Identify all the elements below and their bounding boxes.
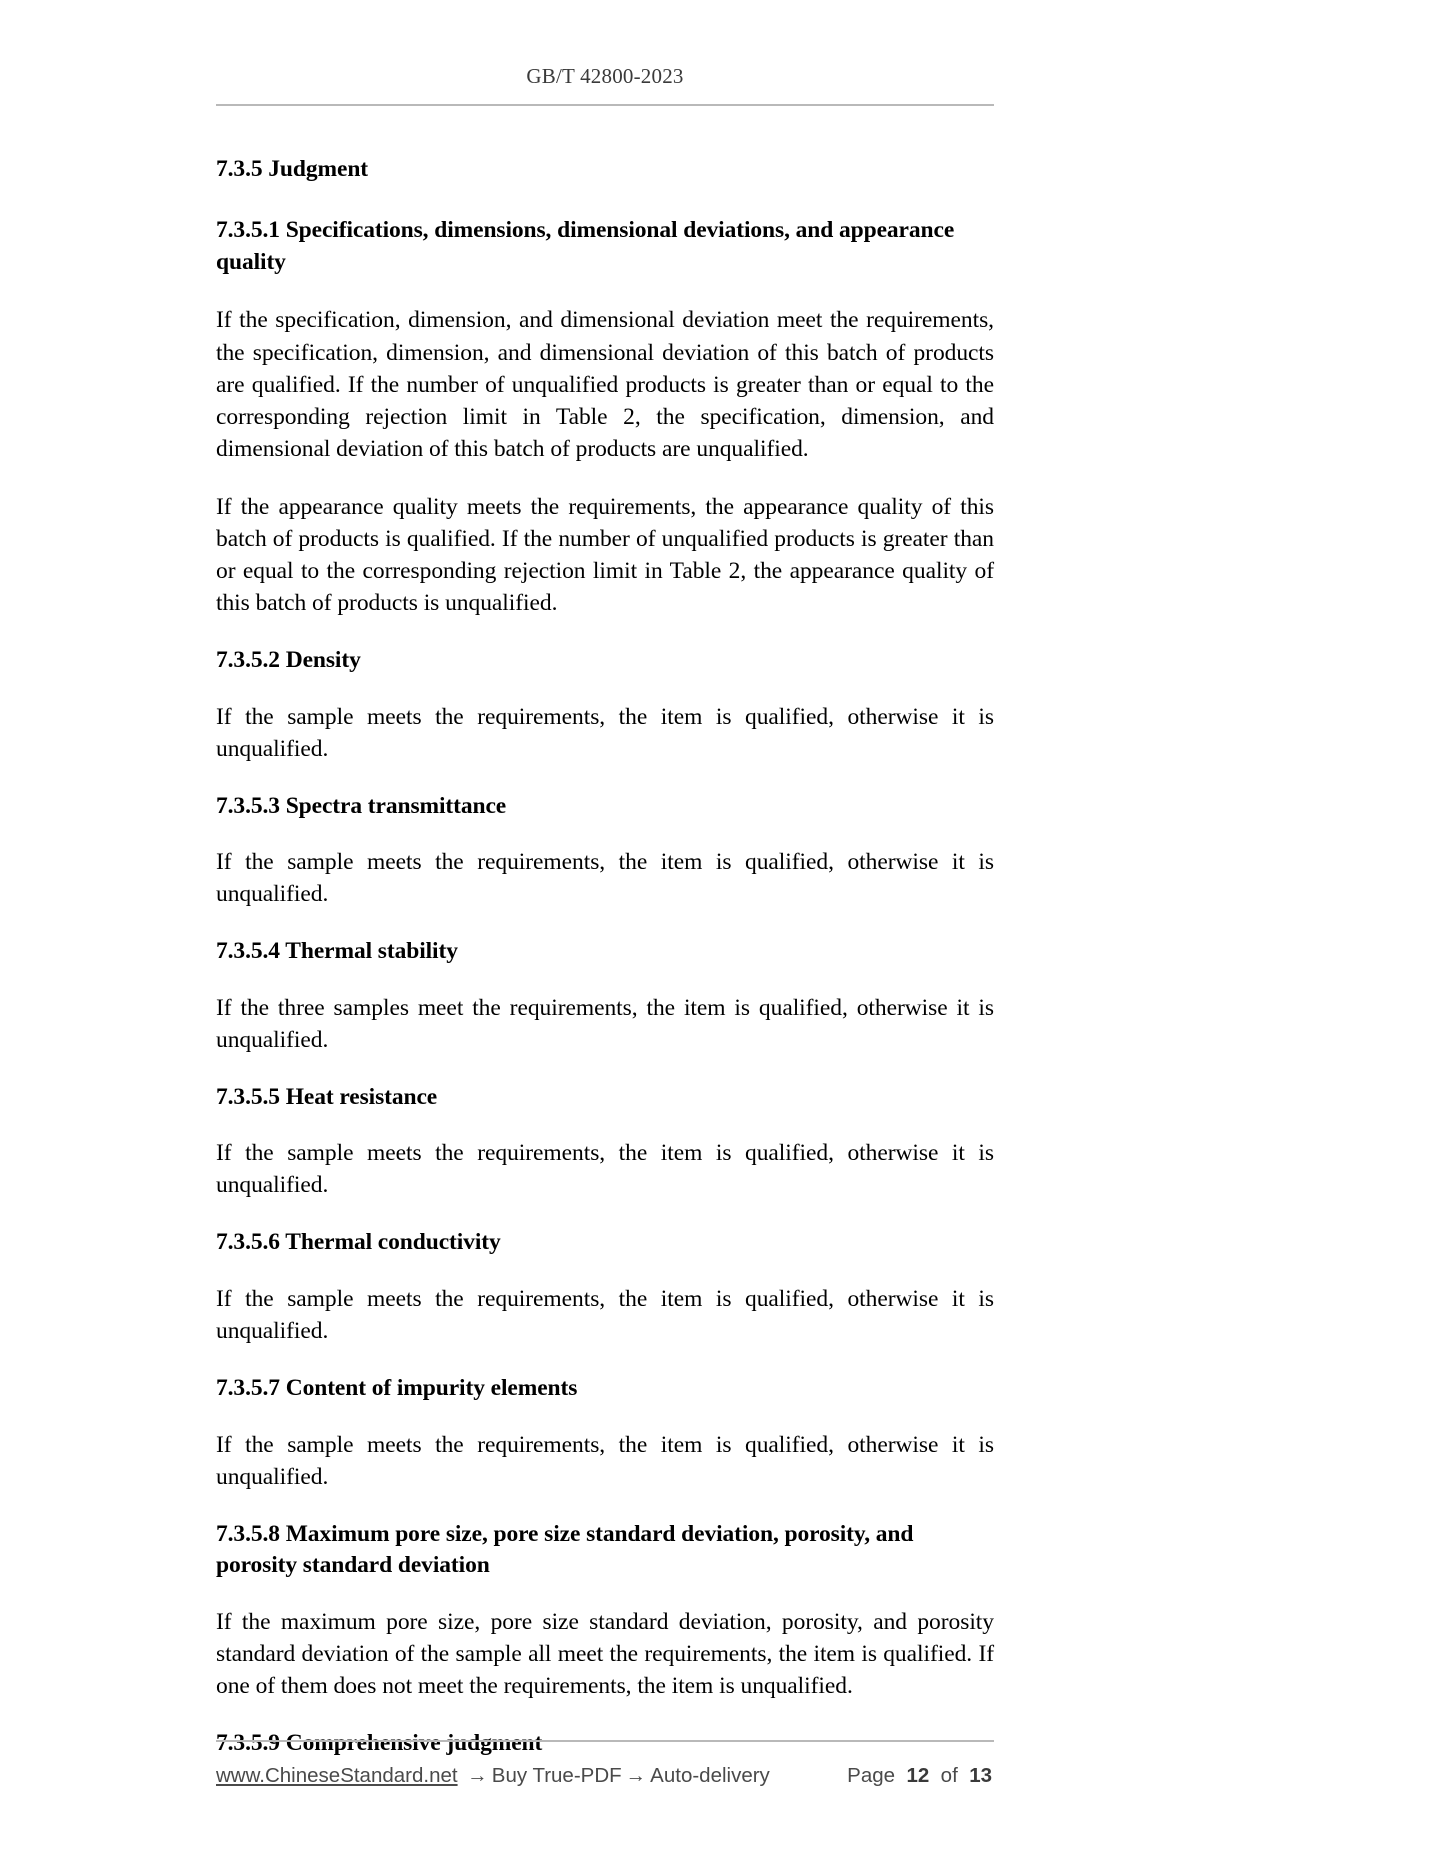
paragraph-7-3-5-1-b: If the appearance quality meets the requirements, the appearance quality of this batch of products is qualified. If the number of unqualified products is greater than or equal to the corresponding rejection limit in Table 2, the appearance quality of this batch of products is unqualified.	[216, 493, 994, 616]
paragraph-7-3-5-6: If the sample meets the requirements, the item is qualified, otherwise it is unqualified.	[216, 1285, 994, 1344]
footer-promo	[216, 1764, 770, 1788]
footer-divider	[216, 1740, 994, 1742]
arrow-right-icon-1: →	[467, 1764, 488, 1787]
heading-7-3-5-8: 7.3.5.8 Maximum pore size, pore size standard deviation, porosity, and porosity standard deviation	[216, 1520, 914, 1579]
page-number: 12	[906, 1764, 930, 1787]
heading-7-3-5-4: 7.3.5.4 Thermal stability	[216, 938, 458, 965]
heading-7-3-5-7: 7.3.5.7 Content of impurity elements	[216, 1375, 578, 1402]
paragraph-7-3-5-1-a: If the specification, dimension, and dimensional deviation meet the requirements, the specification, dimension, and dimensional deviation of this batch of products are qualified. If the number of unqualified products is greater than or equal to the corresponding rejection limit in Table 2, the specification, dimension, and dimensional deviation of this batch of products are unqualified.	[216, 307, 994, 462]
arrow-right-icon-2: →	[625, 1764, 647, 1787]
page-label: Page	[847, 1764, 896, 1787]
paragraph-7-3-5-2: If the sample meets the requirements, the item is qualified, otherwise it is unqualified.	[216, 703, 994, 762]
paragraph-7-3-5-7: If the sample meets the requirements, the item is qualified, otherwise it is unqualified.	[216, 1431, 994, 1490]
paragraph-7-3-5-5: If the sample meets the requirements, the item is qualified, otherwise it is unqualified.	[216, 1140, 994, 1199]
paragraph-7-3-5-3: If the sample meets the requirements, the item is qualified, otherwise it is unqualified.	[216, 849, 994, 908]
page-footer	[216, 1740, 994, 1788]
heading-7-3-5-2: 7.3.5.2 Density	[216, 647, 361, 674]
heading-7-3-5-5: 7.3.5.5 Heat resistance	[216, 1083, 438, 1110]
total-pages: 13	[969, 1764, 992, 1787]
of-label: of	[940, 1764, 958, 1787]
page-indicator	[847, 1764, 994, 1788]
heading-7-3-5-6: 7.3.5.6 Thermal conductivity	[216, 1229, 501, 1256]
page-content	[216, 0, 994, 1759]
paragraph-7-3-5-8: If the maximum pore size, pore size standard deviation, porosity, and porosity standard deviation of the sample all meet the requirements, the item is qualified. If one of them does not meet the requirements, the item is unqualified.	[216, 1608, 994, 1699]
paragraph-7-3-5-4: If the three samples meet the requirements, the item is qualified, otherwise it is unqualified.	[216, 994, 994, 1053]
buy-true-pdf-label: Buy True-PDF	[491, 1764, 622, 1787]
chinesestandard-link[interactable]: www.ChineseStandard.net	[216, 1764, 458, 1787]
heading-7-3-5-9: 7.3.5.9 Comprehensive judgment	[216, 1729, 543, 1756]
running-head-standard-number: GB/T 42800-2023	[526, 64, 684, 88]
heading-7-3-5-3: 7.3.5.3 Spectra transmittance	[216, 792, 507, 819]
heading-7-3-5: 7.3.5 Judgment	[216, 156, 369, 182]
footer-row	[216, 1764, 994, 1788]
heading-7-3-5-1: 7.3.5.1 Specifications, dimensions, dimensional deviations, and appearance quality	[216, 217, 955, 275]
auto-delivery-label: Auto-delivery	[650, 1764, 770, 1787]
